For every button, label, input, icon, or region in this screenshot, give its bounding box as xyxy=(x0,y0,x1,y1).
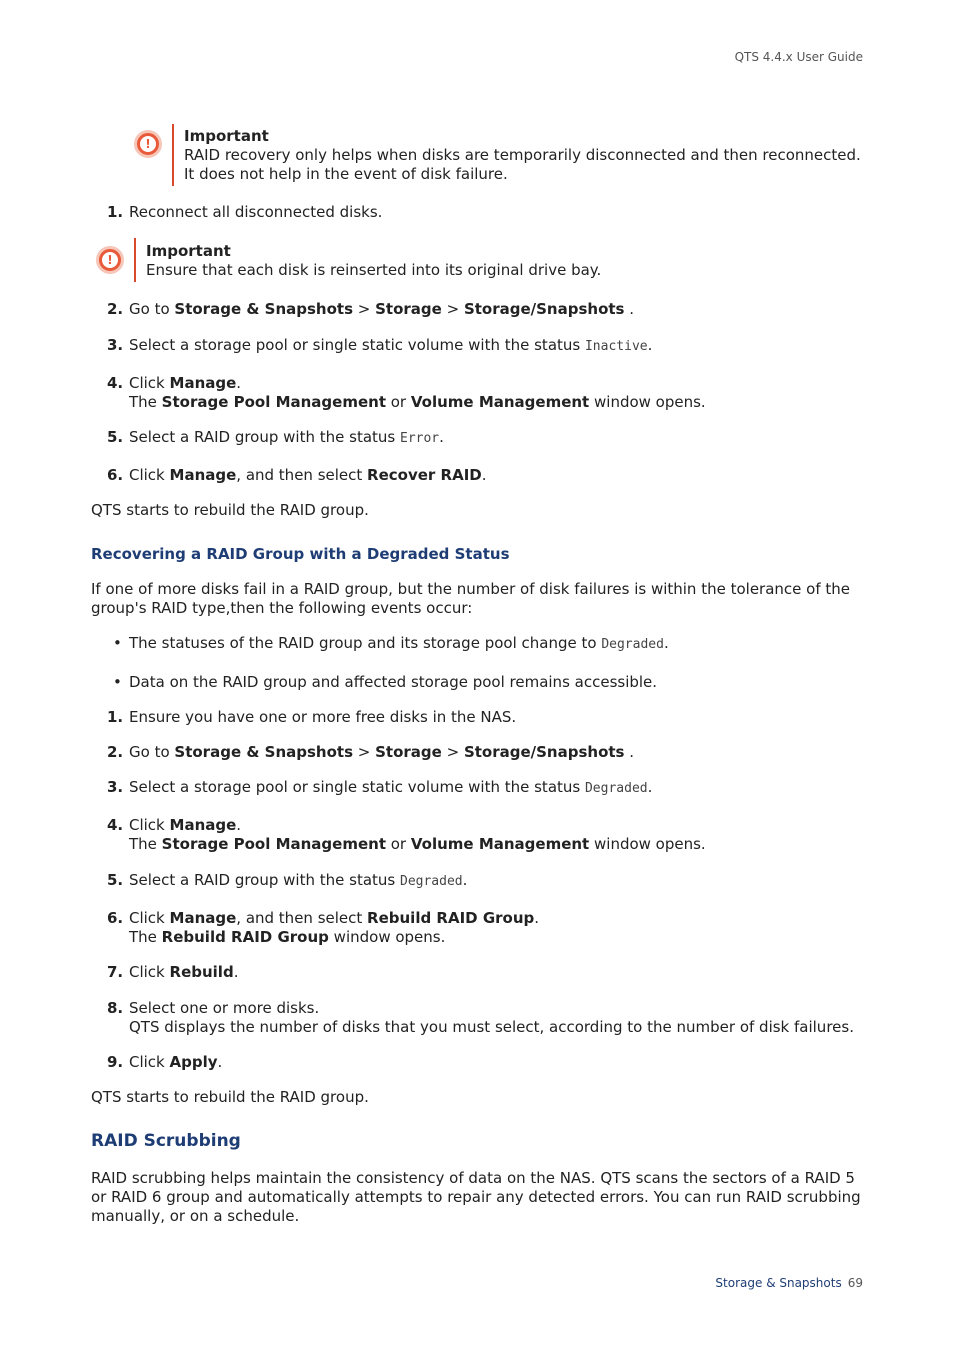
section-intro: If one of more disks fail in a RAID group, but the number of disk failures is within the tolerance of the group's RAID type,then the following events occur: xyxy=(91,580,851,617)
step-6: 6. Click Manage, and then select Recover RAID. xyxy=(107,466,487,484)
important-note xyxy=(172,124,861,186)
menu-path: Storage/Snapshots xyxy=(463,300,625,318)
status-code: Error xyxy=(400,431,440,446)
section-heading: Recovering a RAID Group with a Degraded Status xyxy=(91,545,510,563)
important-icon: ! xyxy=(96,246,124,274)
note-line: It does not help in the event of disk failure. xyxy=(184,165,508,183)
step-6: 6. Click Manage, and then select Rebuild RAID Group. The Rebuild RAID Group window opens. xyxy=(107,909,540,946)
important-icon: ! xyxy=(134,130,162,158)
step-8: 8. Select one or more disks. QTS displays the number of disks that you must select, according to the number of disk failures. xyxy=(107,999,854,1036)
page-header: QTS 4.4.x User Guide xyxy=(734,50,863,64)
footer-section: Storage & Snapshots xyxy=(715,1276,842,1290)
bullet-item: • Data on the RAID group and affected storage pool remains accessible. xyxy=(113,673,658,691)
section-heading: RAID Scrubbing xyxy=(91,1131,241,1151)
important-note xyxy=(134,238,601,282)
bullet-item: • The statuses of the RAID group and its storage pool change to Degraded. xyxy=(113,634,669,652)
status-code: Inactive xyxy=(584,339,648,354)
note-line: Ensure that each disk is reinserted into its original drive bay. xyxy=(146,261,602,279)
note-title: Important xyxy=(184,127,269,145)
status-code: Degraded xyxy=(601,637,664,652)
step-1: 1. Reconnect all disconnected disks. xyxy=(107,203,383,221)
step-9: 9. Click Apply. xyxy=(107,1053,223,1071)
step-7: 7. Click Rebuild. xyxy=(107,963,239,981)
status-code: Degraded xyxy=(400,874,463,889)
status-code: Degraded xyxy=(584,781,648,796)
menu-path: Storage xyxy=(375,300,442,318)
result-text: QTS starts to rebuild the RAID group. xyxy=(91,1088,369,1106)
step-5: 5. Select a RAID group with the status Error. xyxy=(107,428,444,446)
step-4: 4. Click Manage. The Storage Pool Management or Volume Management window opens. xyxy=(107,374,706,411)
page-footer xyxy=(715,1276,863,1290)
page-number: 69 xyxy=(847,1276,863,1290)
note-line: RAID recovery only helps when disks are temporarily disconnected and then reconnected. xyxy=(184,146,861,164)
step-3: 3. Select a storage pool or single static volume with the status Inactive. xyxy=(107,336,653,354)
step-4: 4. Click Manage. The Storage Pool Management or Volume Management window opens. xyxy=(107,816,706,853)
note-title: Important xyxy=(146,242,231,260)
result-text: QTS starts to rebuild the RAID group. xyxy=(91,501,369,519)
step-2: 2. Go to Storage & Snapshots > Storage > Storage/Snapshots . xyxy=(107,743,635,761)
step-3: 3. Select a storage pool or single static volume with the status Degraded. xyxy=(107,778,653,796)
section-paragraph: RAID scrubbing helps maintain the consistency of data on the NAS. QTS scans the sectors of a RAID 5 or RAID 6 group and automatically attempts to repair any detected errors. You can run RAID scrubbing manually, or on a schedule. xyxy=(91,1169,861,1225)
step-5: 5. Select a RAID group with the status Degraded. xyxy=(107,871,468,889)
step-1: 1. Ensure you have one or more free disks in the NAS. xyxy=(107,708,517,726)
step-2: 2. Go to Storage & Snapshots > Storage > Storage/Snapshots . xyxy=(107,300,635,318)
menu-path: Storage & Snapshots xyxy=(174,300,353,318)
